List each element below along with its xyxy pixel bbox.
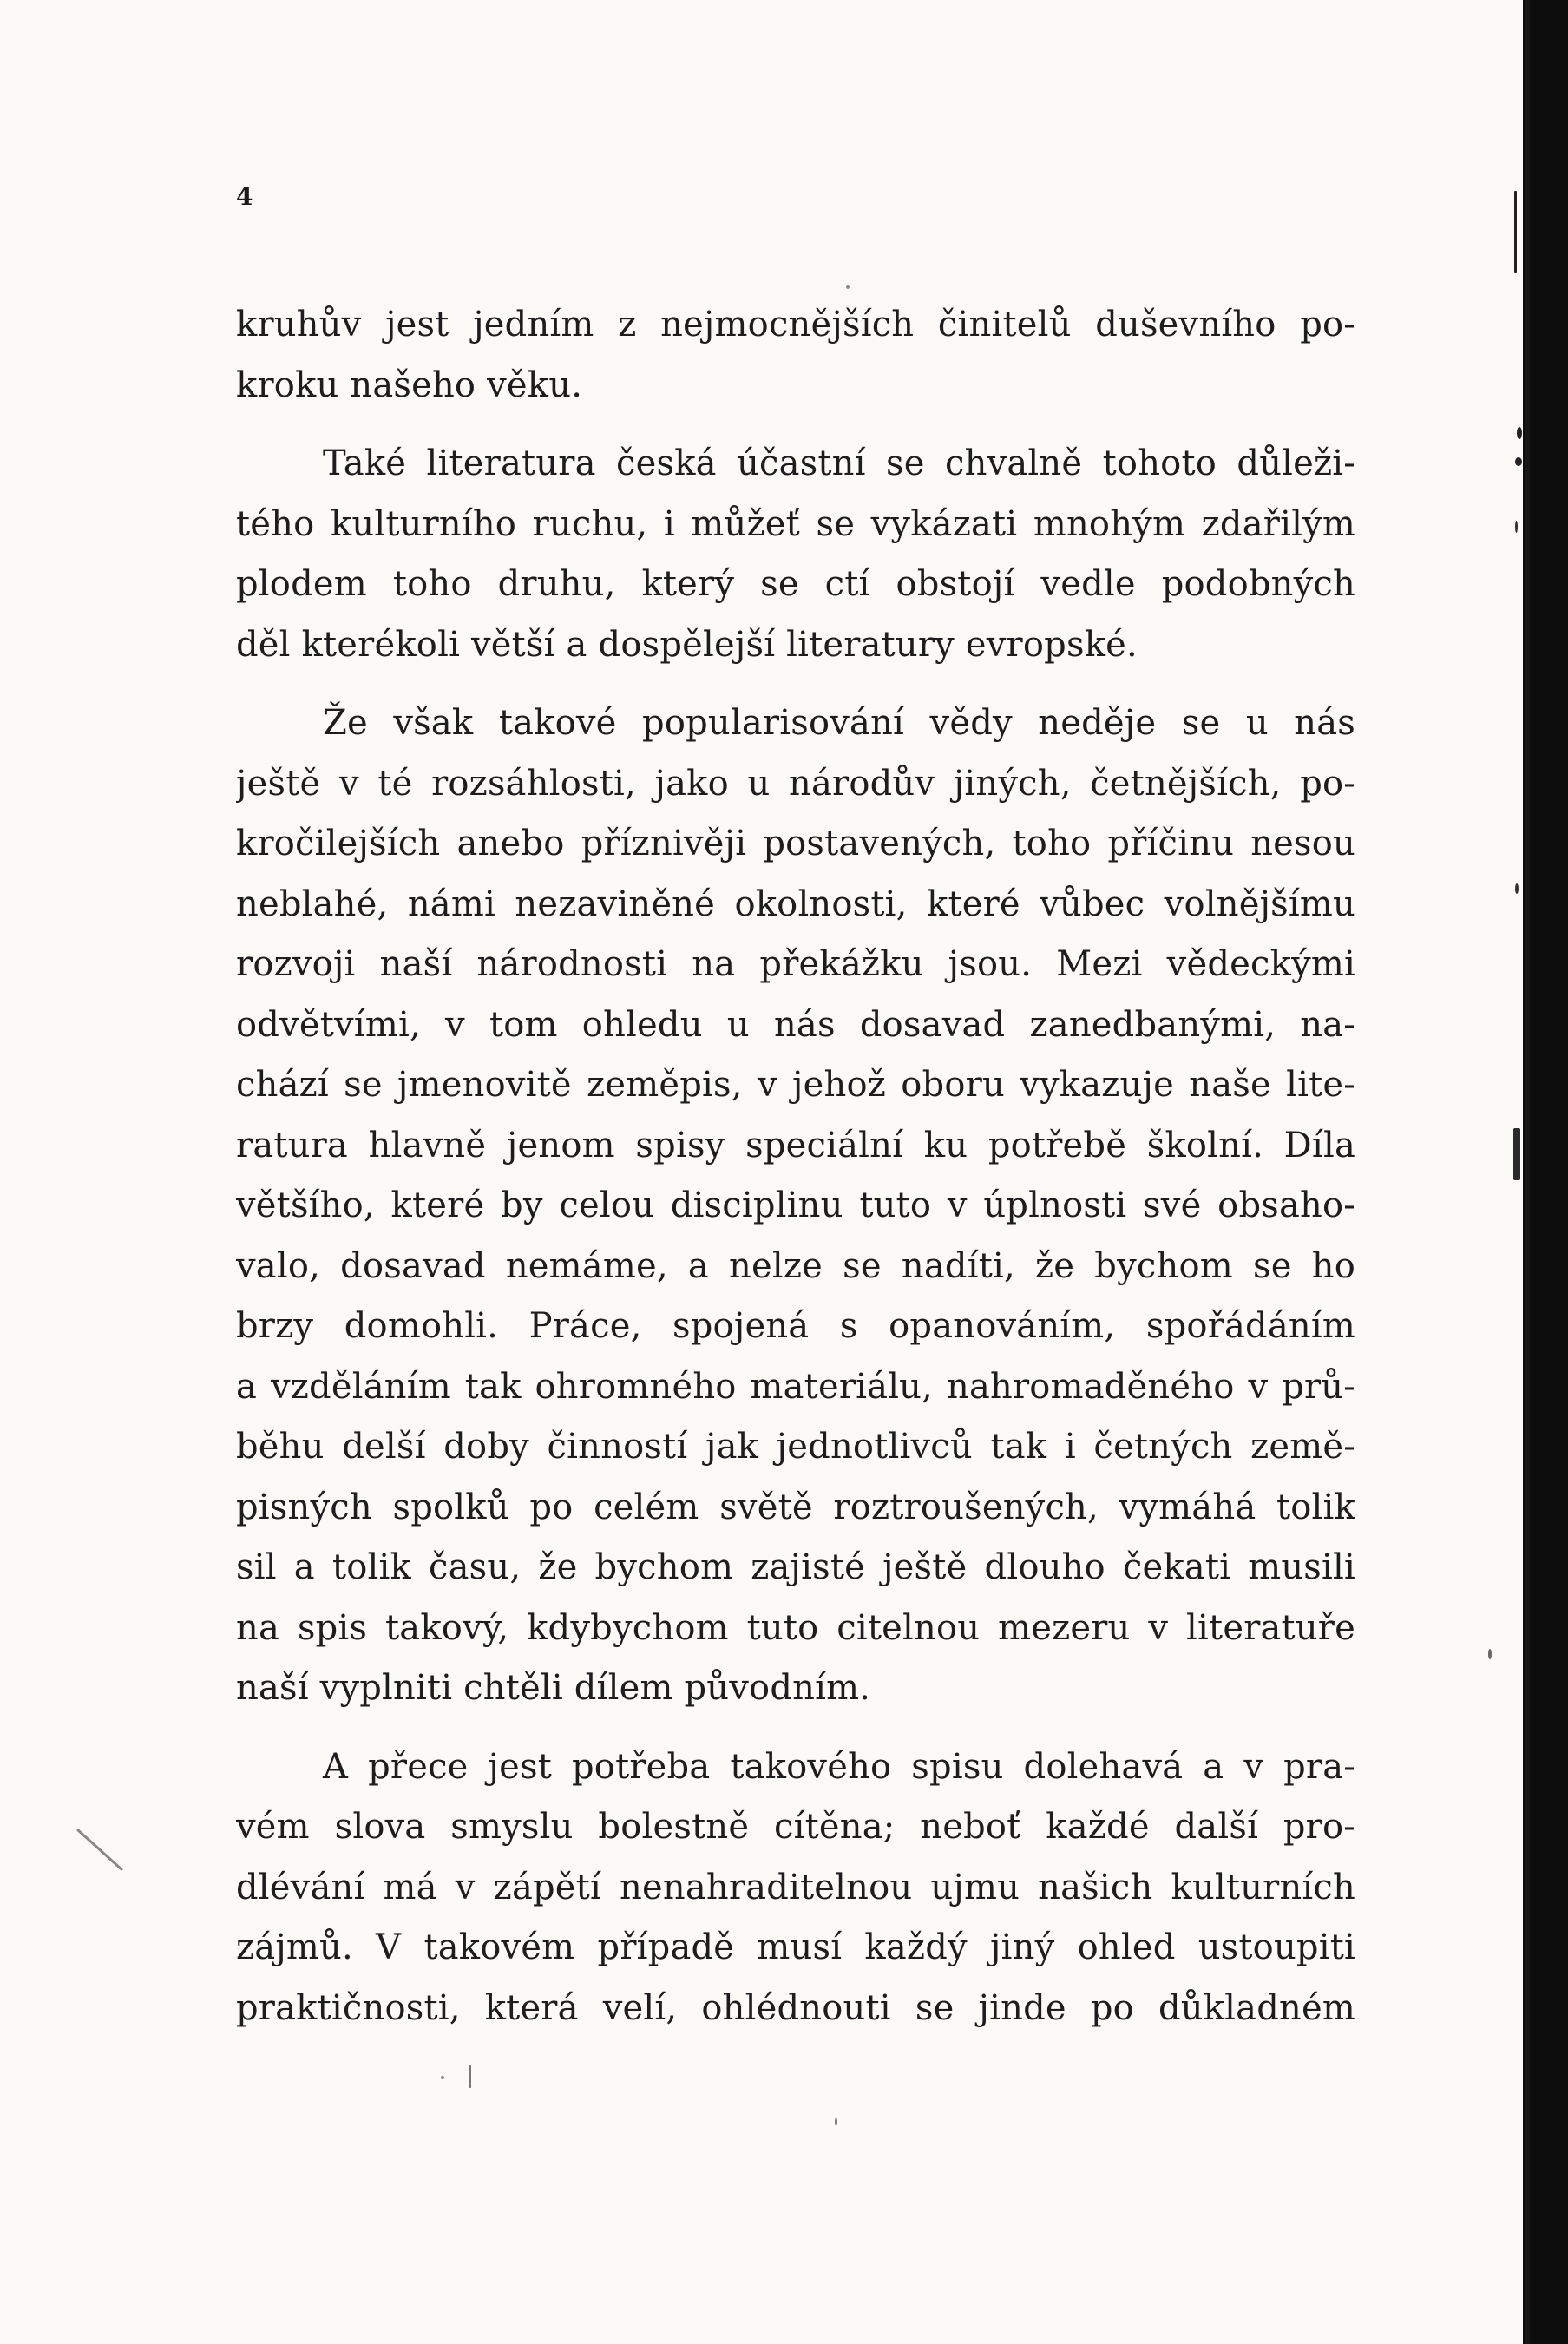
text-line: Že však takové popularisování vědy neděje se u nás bbox=[323, 703, 1355, 743]
text-line: chází se jmenovitě zeměpis, v jehož oboru vykazuje naše lite- bbox=[236, 1065, 1355, 1105]
text-line: dlévání má v zápětí nenahraditelnou ujmu našich kulturních bbox=[236, 1867, 1355, 1907]
text-line: kročilejších anebo příznivěji postavených, toho příčinu nesou bbox=[236, 824, 1355, 863]
text-line: kruhův jest jedním z nejmocnějších činitelů duševního po- bbox=[236, 305, 1355, 345]
paragraph-4 bbox=[236, 1737, 1355, 2039]
scan-speck bbox=[1515, 883, 1519, 894]
text-line: neblahé, námi nezaviněné okolnosti, které vůbec volnějšímu bbox=[236, 883, 1355, 924]
scan-speck bbox=[1517, 427, 1522, 439]
text-line: plodem toho druhu, který se ctí obstojí vedle podobných bbox=[236, 564, 1355, 604]
scan-border bbox=[1523, 0, 1568, 2344]
paragraph-3 bbox=[236, 693, 1355, 1719]
scan-speck bbox=[1515, 521, 1518, 533]
scan-speck bbox=[846, 285, 850, 289]
page-number: 4 bbox=[236, 182, 253, 211]
text-line: kroku našeho věku. bbox=[236, 364, 583, 405]
text-line: a vzděláním tak ohromného materiálu, nahromaděného v prů- bbox=[236, 1366, 1355, 1407]
text-line: ještě v té rozsáhlosti, jako u národův jiných, četnějších, po- bbox=[236, 763, 1355, 804]
scan-speck bbox=[1515, 457, 1522, 466]
text-line: Také literatura česká účastní se chvalně tohoto důleži- bbox=[323, 443, 1355, 483]
text-line: vém slova smyslu bolestně cítěna; neboť každé další pro- bbox=[236, 1807, 1355, 1847]
scan-speck bbox=[441, 2076, 444, 2079]
text-line: odvětvími, v tom ohledu u nás dosavad zanedbanými, na- bbox=[236, 1004, 1355, 1045]
text-line: brzy domohli. Práce, spojená s opanováním, spořádáním bbox=[236, 1306, 1355, 1346]
text-line: A přece jest potřeba takového spisu dolehavá a v pra- bbox=[323, 1746, 1355, 1787]
text-line: na spis takový, kdybychom tuto citelnou mezeru v literatuře bbox=[236, 1607, 1355, 1648]
paragraph-2 bbox=[236, 434, 1355, 675]
scan-speck bbox=[1488, 1649, 1492, 1659]
text-line: naší vyplniti chtěli dílem původním. bbox=[236, 1668, 871, 1708]
scan-speck bbox=[835, 2117, 837, 2126]
scan-speck bbox=[1514, 191, 1517, 273]
text-line: zájmů. V takovém případě musí každý jiný ohled ustoupiti bbox=[236, 1927, 1355, 1967]
text-line: pisných spolků po celém světě roztroušených, vymáhá tolik bbox=[236, 1487, 1355, 1527]
text-line: rozvoji naší národnosti na překážku jsou. Mezi vědeckými bbox=[236, 944, 1355, 984]
text-line: praktičnosti, která velí, ohlédnouti se jinde po důkladném bbox=[236, 1987, 1355, 2028]
text-line: většího, které by celou disciplinu tuto v úplnosti své obsaho- bbox=[236, 1185, 1355, 1225]
text-line: ratura hlavně jenom spisy speciální ku potřebě školní. Díla bbox=[236, 1125, 1355, 1165]
text-line: běhu delší doby činností jak jednotlivců tak i četných země- bbox=[236, 1427, 1355, 1467]
text-line: děl kterékoli větší a dospělejší literatury evropské. bbox=[236, 624, 1138, 665]
text-line: tého kulturního ruchu, i můžeť se vykázati mnohým zdařilým bbox=[236, 503, 1355, 544]
scan-border-mark bbox=[1525, 0, 1530, 2344]
body-text bbox=[236, 295, 1355, 2039]
scan-speck bbox=[1513, 1128, 1520, 1180]
paragraph-1 bbox=[236, 295, 1355, 416]
scan-speck bbox=[76, 1829, 123, 1871]
text-line: valo, dosavad nemáme, a nelze se nadíti, že bychom se ho bbox=[236, 1245, 1355, 1286]
scan-speck bbox=[469, 2065, 471, 2088]
text-line: sil a tolik času, že bychom zajisté ještě dlouho čekati musili bbox=[236, 1547, 1355, 1587]
